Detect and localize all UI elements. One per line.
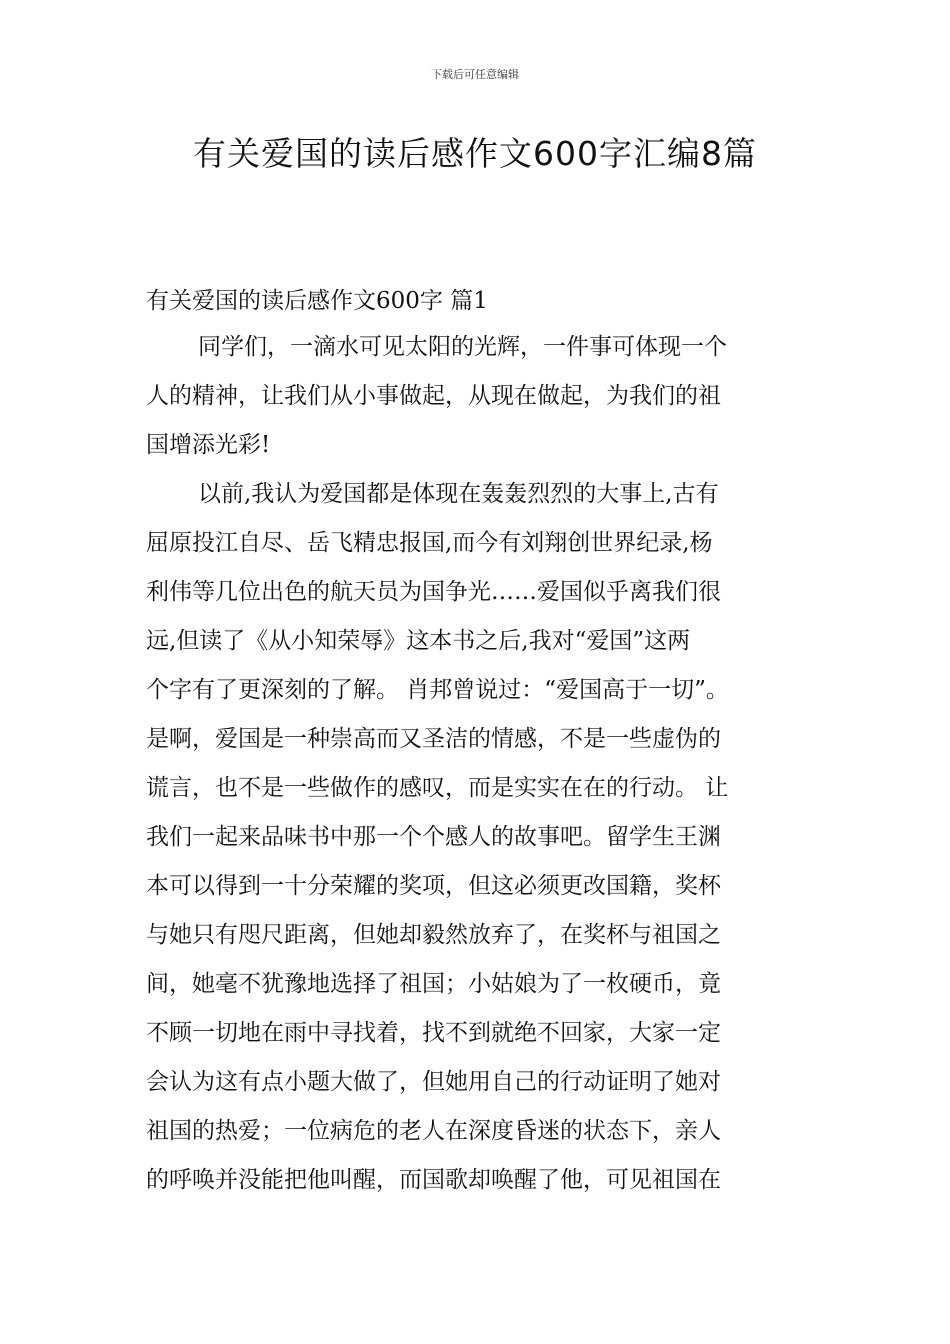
- paragraph-line: 国增添光彩!: [146, 432, 271, 458]
- paragraph-line: 不顾一切地在雨中寻找着，找不到就绝不回家，大家一定: [146, 1020, 721, 1046]
- header-note: 下载后可任意编辑: [431, 68, 519, 81]
- paragraph-line: 同学们，一滴水可见太阳的光辉，一件事可体现一个: [198, 334, 727, 360]
- paragraph-line: 祖国的热爱；一位病危的老人在深度昏迷的状态下，亲人: [146, 1118, 721, 1144]
- paragraph-1: [146, 323, 810, 470]
- paragraph-line: 个字有了更深刻的了解。 肖邦曾说过：“爱国高于一切”。: [146, 677, 729, 703]
- paragraph-line: 屈原投江自尽、岳飞精忠报国,而今有刘翔创世界纪录,杨: [146, 530, 713, 556]
- paragraph-line: 会认为这有点小题大做了，但她用自己的行动证明了她对: [146, 1069, 721, 1095]
- section-heading: 有关爱国的读后感作文600字 篇1: [146, 288, 488, 314]
- paragraph-line: 间，她毫不犹豫地选择了祖国；小姑娘为了一枚硬币，竟: [146, 971, 721, 997]
- paragraph-line: 我们一起来品味书中那一个个感人的故事吧。留学生王渊: [146, 824, 721, 850]
- document-body: [146, 279, 810, 1205]
- paragraph-line: 以前,我认为爱国都是体现在轰轰烈烈的大事上,古有: [198, 481, 719, 507]
- paragraph-line: 本可以得到一十分荣耀的奖项，但这必须更改国籍，奖杯: [146, 873, 721, 899]
- paragraph-line: 与她只有咫尺距离，但她却毅然放弃了，在奖杯与祖国之: [146, 922, 721, 948]
- document-title: 有关爱国的读后感作文600字汇编8篇: [193, 134, 757, 173]
- paragraph-line: 人的精神，让我们从小事做起，从现在做起，为我们的祖: [146, 383, 721, 409]
- paragraph-line: 是啊，爱国是一种崇高而又圣洁的情感，不是一些虚伪的: [146, 726, 721, 752]
- paragraph-line: 的呼唤并没能把他叫醒，而国歌却唤醒了他，可见祖国在: [146, 1167, 721, 1193]
- paragraph-line: 远,但读了《从小知荣辱》这本书之后,我对“爱国”这两: [146, 628, 691, 654]
- paragraph-line: 利伟等几位出色的航天员为国争光……爱国似乎离我们很: [146, 579, 721, 605]
- paragraph-line: 谎言，也不是一些做作的感叹，而是实实在在的行动。 让: [146, 775, 729, 801]
- paragraph-2: [146, 470, 810, 1205]
